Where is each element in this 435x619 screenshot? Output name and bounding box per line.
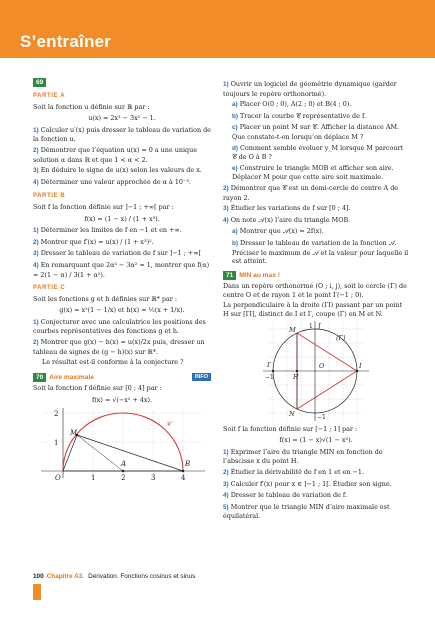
question-a3: 3) En déduire le signe de u(x) selon les valeurs de x. bbox=[33, 166, 202, 175]
question-70-1d: d) Comment semble évoluer y_M lorsque M parcourt 𝒞 de O à B ? bbox=[232, 143, 404, 162]
question-b1: 1) Déterminer les limites de f en −1 et en +∞. bbox=[33, 226, 182, 235]
tick-y1: 1 bbox=[309, 322, 313, 330]
chapter-label: Chapitre A3. bbox=[46, 573, 85, 580]
question-71-4: 4) Dresser le tableau de variation de f. bbox=[223, 491, 348, 500]
origin-label: O bbox=[55, 473, 61, 482]
segment-am bbox=[77, 435, 123, 471]
question-a1: 1) Calculer u′(x) puis dresser le tableau de variation de la fonction u. bbox=[33, 125, 211, 144]
label-m: M bbox=[70, 428, 78, 437]
exercise-number-70: 70 bbox=[33, 373, 46, 382]
page-footer bbox=[33, 573, 195, 580]
exercise-71-title: MIN au max ! bbox=[239, 271, 280, 279]
part-a-intro: Soit la fonction u définie sur ℝ par : bbox=[33, 102, 150, 111]
question-c1: 1) Conjecturer avec une calculatrice les positions des courbes représentatives des fonctions g et h. bbox=[33, 317, 206, 336]
point-h bbox=[296, 369, 298, 371]
label-gamma: (Γ) bbox=[336, 333, 346, 342]
equation-f: f(x) = (1 − x) / (1 + x³). bbox=[84, 214, 160, 223]
exercise-number-69: 69 bbox=[33, 78, 46, 87]
part-b-heading: PARTIE B bbox=[33, 193, 66, 200]
question-b2: 2) Montrer que f′(x) = u(x) / (1 + x³)². bbox=[33, 237, 154, 246]
label-n: N bbox=[289, 409, 295, 418]
chapter-title: Dérivation. Fonctions cosinus et sinus bbox=[88, 573, 196, 580]
equation-u: u(x) = 2x³ − 3x² − 1. bbox=[88, 114, 156, 123]
question-b3: 3) Dresser le tableau de variation de f sur ]−1 ; +∞[ bbox=[33, 249, 202, 258]
question-a4: 4) Déterminer une valeur approchée de α à 10⁻³. bbox=[33, 177, 191, 186]
exercise-70-title: Aire maximale bbox=[49, 373, 94, 381]
label-j: J bbox=[318, 321, 321, 330]
equation-g-h: g(x) = x²(1 − 1/x) et h(x) = ½(x + 1/x). bbox=[59, 306, 185, 315]
question-71-5: 5) Montrer que le triangle MIN d’aire maximale est équilatéral. bbox=[223, 502, 390, 521]
tick-x3: 3 bbox=[151, 473, 156, 482]
exercise-70-header bbox=[33, 373, 211, 383]
label-b: B bbox=[185, 459, 191, 468]
exercise-71-header bbox=[223, 271, 409, 281]
question-70-1a: a) Placer O(0 ; 0), A(2 ; 0) et B(4 ; 0). bbox=[232, 100, 352, 109]
exercise-70-intro: Soit la fonction f définie sur [0 ; 4] par : bbox=[33, 384, 162, 393]
question-70-1c: c) Placer un point M sur 𝒞. Afficher la distance AM. Que constate-t-on lorsqu’on déplace M ? bbox=[232, 123, 400, 141]
question-70-1b: b) Tracer la courbe 𝒞 représentative de f. bbox=[232, 111, 367, 120]
right-column bbox=[223, 78, 409, 523]
exercise-number-71: 71 bbox=[223, 271, 236, 280]
question-70-1e: e) Construire le triangle MOB et afficher son aire. Déplacer M pour que cette aire soit maximale. bbox=[232, 163, 394, 182]
info-badge: INFO bbox=[192, 373, 211, 381]
circle-figure bbox=[223, 321, 409, 423]
footer-orange-tab bbox=[33, 584, 41, 600]
label-h: H bbox=[293, 372, 299, 381]
part-c-heading: PARTIE C bbox=[33, 285, 66, 292]
question-71-1: 1) Exprimer l’aire du triangle MIN en fonction de l’abscisse x du point H. bbox=[223, 447, 383, 466]
question-c2: 2) Montrer que g(x) − h(x) = u(x)/2x puis, dresser un tableau de signes de (g − h)(x) sur ℝ*. bbox=[33, 338, 205, 356]
exercise-71-p1: Dans un repère orthonormé (O ; i, j), soit le cercle (Γ) de centre O et de rayon 1 et le point I′(−1 ; 0). bbox=[223, 282, 407, 299]
label-i-prime: I′ bbox=[267, 360, 272, 369]
label-o: O bbox=[319, 361, 325, 370]
point-a bbox=[122, 469, 125, 472]
tick-y1: 1 bbox=[54, 438, 59, 447]
question-70-4: 4) On note 𝒜(x) l’aire du triangle MOB. bbox=[223, 215, 351, 224]
part-c-intro: Soit les fonctions g et h définies sur ℝ* par : bbox=[33, 294, 177, 303]
question-70-4a: a) Montrer que 𝒜(x) = 2f(x). bbox=[232, 227, 324, 236]
part-b-intro: Soit f la fonction définie sur ]−1 ; +∞[ par : bbox=[33, 202, 174, 211]
label-i: I bbox=[359, 361, 362, 370]
point-b bbox=[182, 469, 185, 472]
point-i-prime bbox=[272, 369, 274, 371]
question-70-3: 3) Étudier les variations de f sur [0 ; 4]. bbox=[223, 204, 351, 213]
question-b4: 4) En remarquant que 2α³ − 3α² = 1, montrer que f(α) = 2(1 − α) / 3(1 + α²). bbox=[33, 260, 210, 279]
question-70-2: 2) Démontrer que 𝒞 est un demi-cercle de centre A de rayon 2. bbox=[223, 183, 399, 202]
question-70-4b: b) Dresser le tableau de variation de la fonction 𝒜. Préciser le maximum de 𝒜 et la valeur pour laquelle il est atteint. bbox=[232, 238, 409, 266]
question-71-2: 2) Étudier la dérivabilité de f en 1 et en −1. bbox=[223, 468, 365, 477]
page-title: S’entraîner bbox=[20, 32, 112, 51]
left-column bbox=[33, 78, 211, 494]
tick-x-minus1: −1 bbox=[265, 373, 274, 381]
label-curve-c: 𝒞 bbox=[166, 419, 172, 428]
question-70-1: 1) Ouvrir un logiciel de géométrie dynamique (garder toujours le repère orthonormé). bbox=[223, 80, 397, 98]
point-i bbox=[356, 369, 358, 371]
tick-x4: 4 bbox=[181, 473, 186, 482]
label-a: A bbox=[121, 459, 127, 468]
tick-y2: 2 bbox=[54, 409, 59, 418]
page-number: 100 bbox=[33, 573, 44, 580]
equation-71: f(x) = (1 − x)√(1 − x²). bbox=[279, 436, 353, 445]
label-m: M bbox=[289, 325, 296, 334]
tick-x2: 2 bbox=[121, 473, 126, 482]
page-header-band bbox=[0, 0, 435, 58]
semicircle-figure bbox=[33, 408, 211, 494]
question-a2: 2) Démontrer que l’équation u(x) = 0 a une unique solution α dans ℝ et que 1 < α < 2. bbox=[33, 145, 197, 164]
part-a-heading: PARTIE A bbox=[33, 93, 66, 99]
exercise-71-p2: La perpendiculaire à la droite (I′I) passant par un point H sur [I′I], distinct de I et I′, coupe (Γ) en M et N. bbox=[223, 301, 403, 319]
question-71-3: 3) Calculer f′(x) pour x ∈ ]−1 ; 1[. Étudier son signe. bbox=[223, 479, 392, 488]
question-c2-followup: Le résultat est-il conforme à la conjecture ? bbox=[42, 358, 184, 367]
tick-x1: 1 bbox=[91, 473, 96, 482]
exercise-71-p3: Soit f la fonction définie sur [−1 ; 1] par : bbox=[223, 424, 358, 433]
equation-70: f(x) = √(−x² + 4x). bbox=[91, 396, 153, 405]
tick-y-minus1: −1 bbox=[317, 413, 326, 421]
